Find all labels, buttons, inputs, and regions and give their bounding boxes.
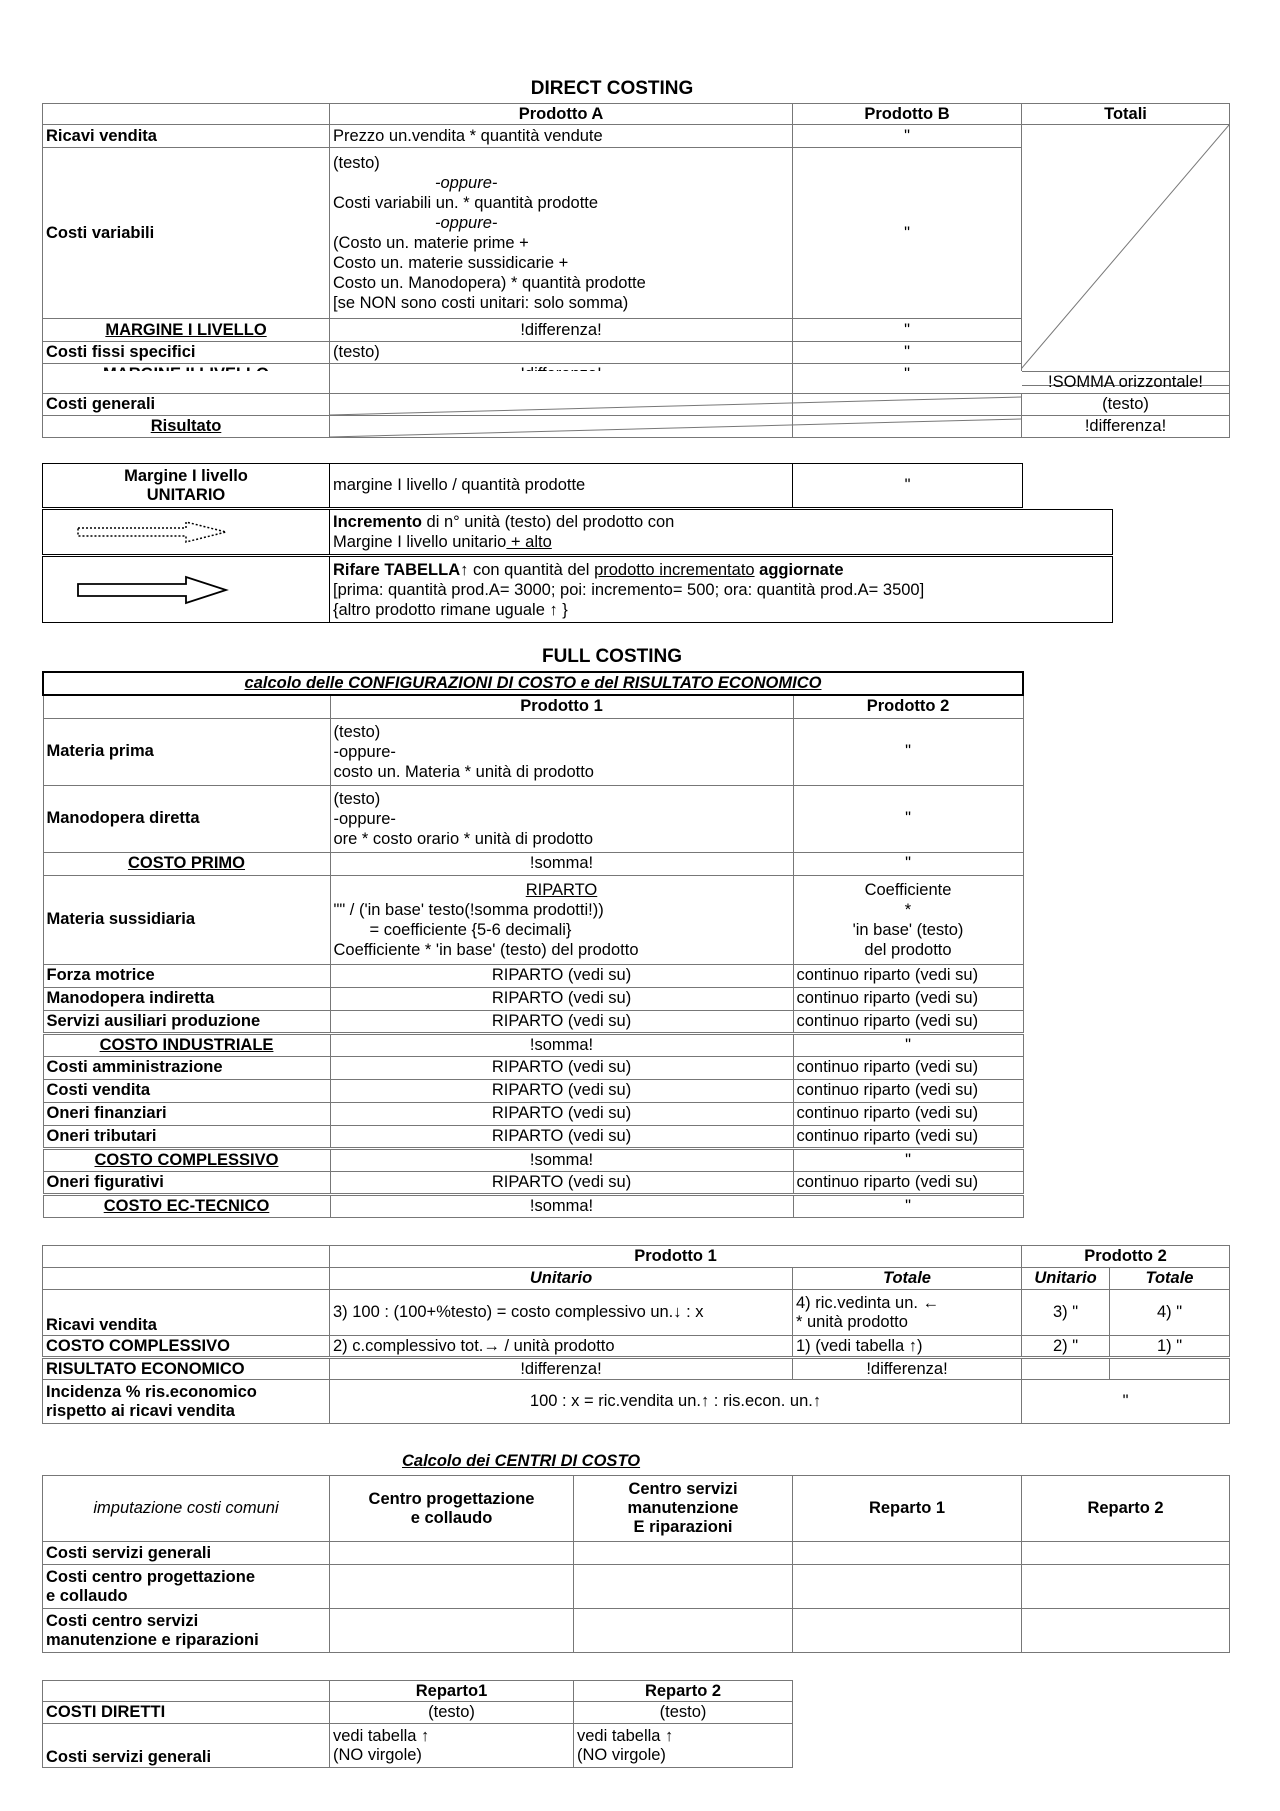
solid-arrow-icon	[76, 575, 236, 605]
incremento-box	[42, 509, 1113, 555]
ricavi-b: "	[793, 125, 1022, 148]
result-header-unitario-2: Unitario	[1022, 1268, 1110, 1290]
result-header-prodotto-2: Prodotto 2	[1022, 1246, 1230, 1268]
costo-primo-p2: "	[793, 852, 1023, 875]
row-label-result-risultato: RISULTATO ECONOMICO	[43, 1358, 330, 1380]
direct-costing-table	[42, 103, 1230, 386]
row-label-costi-variabili: Costi variabili	[43, 148, 330, 319]
row-label-costo-primo: COSTO PRIMO	[43, 852, 330, 875]
centri-row-progettazione: Costi centro progettazione e collaudo	[43, 1565, 330, 1609]
solid-arrow-cell	[43, 557, 330, 623]
materia-prima-p1: (testo) -oppure- costo un. Materia * unità di prodotto	[330, 718, 793, 785]
margine-unitario-formula: margine I livello / quantità prodotte	[330, 464, 793, 508]
margine1-a: !differenza!	[330, 319, 793, 342]
margine1-b: "	[793, 319, 1022, 342]
centri-table	[42, 1475, 1230, 1653]
result-header-unitario-1: Unitario	[330, 1268, 793, 1290]
centri-header-servizi: Centro servizi manutenzione E riparazioni	[574, 1476, 793, 1542]
row-label-oneri-figurativi: Oneri figurativi	[43, 1171, 330, 1194]
centri-imputazione: imputazione costi comuni	[43, 1476, 330, 1542]
centri-title: Calcolo dei CENTRI DI COSTO	[402, 1452, 641, 1470]
reparti-header-2: Reparto 2	[574, 1681, 793, 1702]
costi-fissi-a: (testo)	[330, 342, 793, 364]
centri-row-servizi-generali: Costi servizi generali	[43, 1542, 330, 1565]
rifare-box	[42, 556, 1113, 623]
reparti-table: Reparto1 Reparto 2 COSTI DIRETTI (testo) (testo) Costi servizi generali vedi tabella ↑ (NO virgole) vedi tabella ↑ (NO virgole)	[42, 1680, 793, 1768]
row-label-costo-ec-tecnico: COSTO EC-TECNICO	[43, 1194, 330, 1217]
row-label-servizi-ausiliari: Servizi ausiliari produzione	[43, 1010, 330, 1033]
result-ricavi-unitario: 3) 100 : (100+%testo) = costo complessivo un.↓ : x	[330, 1290, 793, 1336]
full-costing-table: calcolo delle CONFIGURAZIONI DI COSTO e del RISULTATO ECONOMICO Prodotto 1 Prodotto 2 Materia prima (testo) -oppure- costo un. Materia * unità di prodotto " Manodopera diretta (testo) -oppure- ore * costo orario * unità di prodotto " COSTO PRIMO !somma! " Materia sussidiaria RIPARTO "" / ('in base' testo(!somma prodotti!)) = coefficiente {5-6 decimali} Coefficiente * 'in base' (testo) del prodotto Coefficiente * 'in base' (testo) del prodotto Forza motrice RIPARTO (vedi su) continuo riparto (vedi su) Manodopera indiretta RIPARTO (vedi su) continuo riparto (vedi su) Servizi ausiliari produzione RIPARTO (vedi su) continuo riparto (vedi su) COSTO INDUSTRIALE !somma! " Costi amministrazione RIPARTO (vedi su) continuo riparto (vedi su) Costi vendita RIPARTO (vedi su) continuo riparto (vedi su) Oneri finanziari RIPARTO (vedi su) continuo riparto (vedi su) Oneri tributari RIPARTO (vedi su) continuo riparto (vedi su) COSTO COMPLESSIVO !somma! " Oneri figurativi RIPARTO (vedi su) continuo riparto (vedi su) COSTO EC-TECNICO !somma! "	[42, 671, 1024, 1218]
row-label-incidenza: Incidenza % ris.economico rispetto ai ricavi vendita	[43, 1380, 330, 1424]
row-label-result-costo: COSTO COMPLESSIVO	[43, 1336, 330, 1358]
centri-header-reparto1: Reparto 1	[793, 1476, 1022, 1542]
dotted-arrow-icon	[76, 519, 236, 545]
reparti-row-servizi-generali: Costi servizi generali	[43, 1724, 330, 1768]
risultato-totale: !differenza!	[1022, 416, 1230, 438]
row-label-ricavi: Ricavi vendita	[43, 125, 330, 148]
full-costing-title: FULL COSTING	[541, 646, 683, 667]
costo-primo-p1: !somma!	[330, 852, 793, 875]
result-header-prodotto-1: Prodotto 1	[330, 1246, 1022, 1268]
margine-unitario-b: "	[793, 464, 1023, 508]
costi-variabili-a: (testo) -oppure- Costi variabili un. * quantità prodotte -oppure- (Costo un. materie prime + Costo un. materie sussidicarie + Costo un. Manodopera) * quantità prodotte [se NON sono costi unitari: solo somma)	[330, 148, 793, 319]
row-label-manodopera: Manodopera diretta	[43, 785, 330, 852]
centri-header-reparto2: Reparto 2	[1022, 1476, 1230, 1542]
direct-costing-title: DIRECT COSTING	[530, 78, 694, 99]
reparti-row-costi-diretti: COSTI DIRETTI	[43, 1702, 330, 1724]
row-label-oneri-tributari: Oneri tributari	[43, 1125, 330, 1148]
totali-diagonal-cell	[1022, 125, 1230, 386]
manodopera-p1: (testo) -oppure- ore * costo orario * unità di prodotto	[330, 785, 793, 852]
sussidiaria-p2: Coefficiente * 'in base' (testo) del prodotto	[793, 875, 1023, 964]
risultato-table: Prodotto 1 Prodotto 2 Unitario Totale Unitario Totale Ricavi vendita 3) 100 : (100+%testo) = costo complessivo un.↓ : x 4) ric.vedinta un. ← * unità prodotto 3) " 4) " COSTO COMPLESSIVO 2) c.complessivo tot.→ / unità prodotto 1) (vedi tabella ↑) 2) " 1) " RISULTATO ECONOMICO !differenza! !differenza! Incidenza % ris.economico rispetto ai ricavi vendita 100 : x = ric.vendita un.↑ : ris.econ. un.↑ "	[42, 1245, 1230, 1424]
row-label-costi-vendita: Costi vendita	[43, 1079, 330, 1102]
costi-generali-totale: (testo)	[1022, 394, 1230, 416]
row-label-manodopera-indiretta: Manodopera indiretta	[43, 987, 330, 1010]
row-label-forza-motrice: Forza motrice	[43, 964, 330, 987]
dotted-arrow-cell	[43, 510, 330, 555]
materia-prima-p2: "	[793, 718, 1023, 785]
direct-costing-bottom	[42, 393, 1230, 438]
row-label-costi-generali: Costi generali	[43, 394, 330, 416]
ricavi-a: Prezzo un.vendita * quantità vendute	[330, 125, 793, 148]
header-prodotto-2: Prodotto 2	[793, 695, 1023, 718]
full-costing-subtitle: calcolo delle CONFIGURAZIONI DI COSTO e del RISULTATO ECONOMICO	[43, 672, 1023, 695]
margine-unitario-label: Margine I livello UNITARIO	[43, 464, 330, 508]
row-label-margine1: MARGINE I LIVELLO	[43, 319, 330, 342]
result-header-totale-1: Totale	[793, 1268, 1022, 1290]
result-header-totale-2: Totale	[1110, 1268, 1230, 1290]
row-label-costi-amministrazione: Costi amministrazione	[43, 1056, 330, 1079]
centri-row-servizi-manutenzione: Costi centro servizi manutenzione e riparazioni	[43, 1609, 330, 1653]
margine2-totale: !SOMMA orizzontale!	[1022, 372, 1230, 394]
incremento-text: Incremento di n° unità (testo) del prodotto con Margine I livello unitario + alto	[330, 510, 1113, 555]
sussidiaria-p1: RIPARTO "" / ('in base' testo(!somma prodotti!)) = coefficiente {5-6 decimali} Coefficiente * 'in base' (testo) del prodotto	[330, 875, 793, 964]
row-label-costi-fissi: Costi fissi specifici	[43, 342, 330, 364]
row-label-oneri-finanziari: Oneri finanziari	[43, 1102, 330, 1125]
manodopera-p2: "	[793, 785, 1023, 852]
centri-header-progettazione: Centro progettazione e collaudo	[330, 1476, 574, 1542]
reparti-header-1: Reparto1	[330, 1681, 574, 1702]
result-ricavi-totale: 4) ric.vedinta un. ← * unità prodotto	[793, 1290, 1022, 1336]
margine-unitario-table	[42, 463, 1023, 508]
row-label-costo-industriale: COSTO INDUSTRIALE	[43, 1033, 330, 1056]
costi-variabili-b: "	[793, 148, 1022, 319]
costi-fissi-b: "	[793, 342, 1022, 364]
row-label-sussidiaria: Materia sussidiaria	[43, 875, 330, 964]
rifare-text: Rifare TABELLA↑ con quantità del prodotto incrementato aggiornate [prima: quantità prod.A= 3000; poi: incremento= 500; ora: quantità prod.A= 3500] {altro prodotto rimane uguale ↑ }	[330, 557, 1113, 623]
row-label-result-ricavi: Ricavi vendita	[43, 1290, 330, 1336]
incidenza-formula: 100 : x = ric.vendita un.↑ : ris.econ. un.↑	[330, 1380, 1022, 1424]
header-totali: Totali	[1022, 104, 1230, 125]
row-label-materia-prima: Materia prima	[43, 718, 330, 785]
header-prodotto-b: Prodotto B	[793, 104, 1022, 125]
row-label-risultato: Risultato	[43, 416, 330, 438]
row-label-costo-complessivo: COSTO COMPLESSIVO	[43, 1148, 330, 1171]
header-prodotto-a: Prodotto A	[330, 104, 793, 125]
header-prodotto-1: Prodotto 1	[330, 695, 793, 718]
